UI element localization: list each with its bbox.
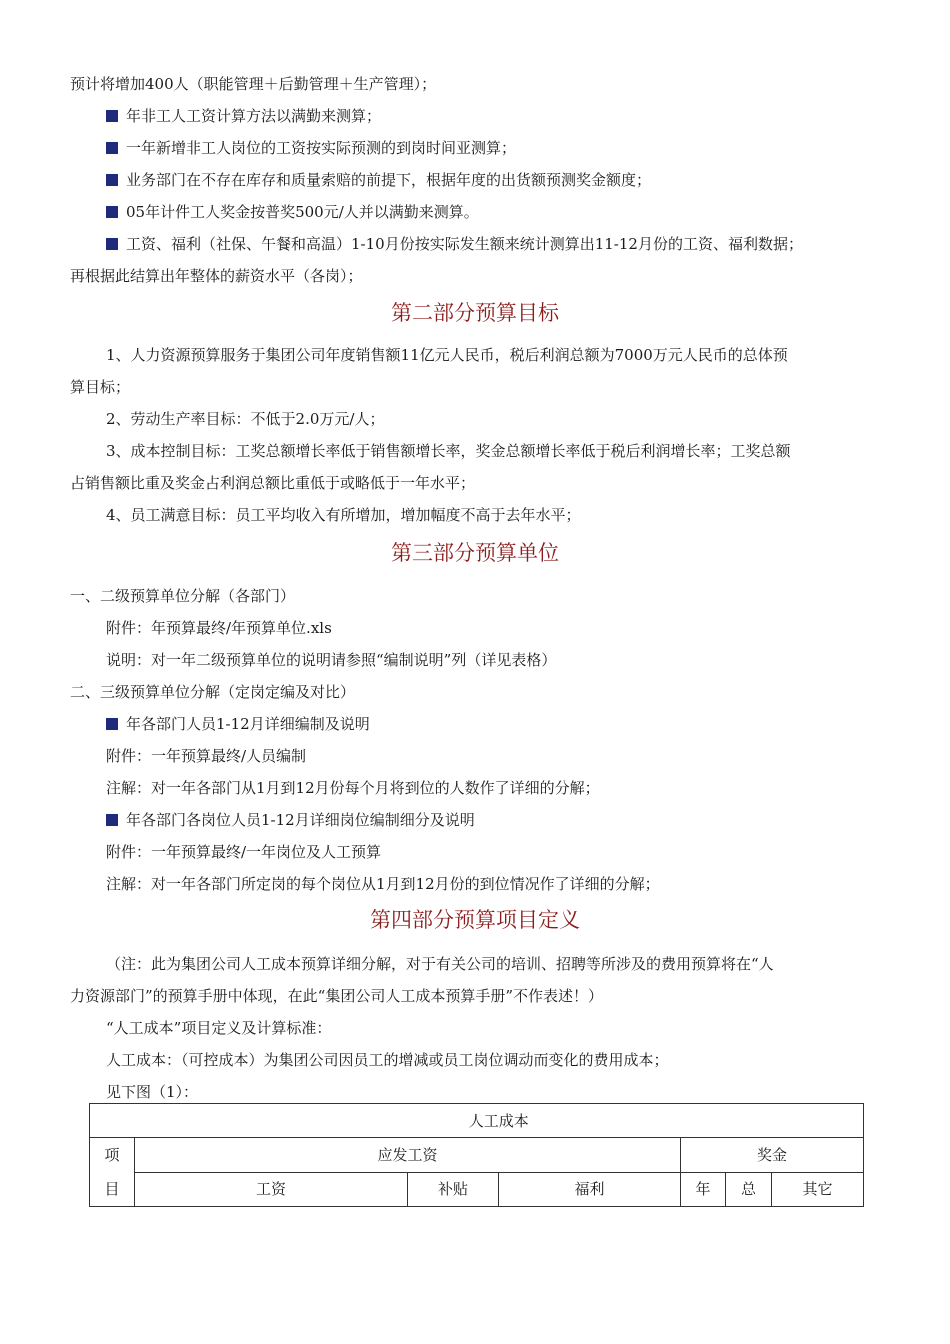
paragraph-cont: 算目标； (70, 378, 131, 396)
paragraph: 2、劳动生产率目标：不低于2.0万元/人； (106, 410, 385, 428)
table-header-allowance: 补贴 (408, 1172, 499, 1207)
list-item-text: 年各部门各岗位人员1-12月详细岗位编制细分及说明 (126, 811, 475, 829)
intro-line-cont: 再根据此结算出年整体的薪资水平（各岗）； (70, 267, 363, 285)
table-header-total: 总 (726, 1172, 772, 1207)
table-header-item (90, 1138, 135, 1207)
item-char-1: 项 (104, 1146, 120, 1164)
figure-reference: 见下图（1）： (106, 1083, 199, 1101)
square-bullet-icon (106, 718, 118, 730)
square-bullet-icon (106, 174, 118, 186)
list-item-text: 年各部门人员1-12月详细编制及说明 (126, 715, 370, 733)
table-header-welfare: 福利 (499, 1172, 681, 1207)
note-paragraph: （注：此为集团公司人工成本预算详细分解，对于有关公司的培训、招聘等所涉及的费用预算将在“人 (106, 955, 774, 973)
list-item (106, 170, 651, 190)
note-line: 注解：对一年各部门从1月到12月份每个月将到位的人数作了详细的分解； (106, 779, 600, 797)
table-cell-empty (90, 1104, 135, 1138)
paragraph-cont: 占销售额比重及奖金占利润总额比重低于或略低于一年水平； (70, 474, 476, 492)
note-line: 注解：对一年各部门所定岗的每个岗位从1月到12月份的到位情况作了详细的分解； (106, 875, 660, 893)
attachment-line: 附件：一年预算最终/一年岗位及人工预算 (106, 843, 382, 861)
paragraph: 3、成本控制目标：工奖总额增长率低于销售额增长率，奖金总额增长率低于税后利润增长率；工奖总额 (106, 442, 791, 460)
list-item (106, 810, 475, 830)
table-header-other: 其它 (772, 1172, 864, 1207)
labor-cost-table (89, 1103, 864, 1207)
list-item-text: 工资、福利（社保、午餐和高温）1-10月份按实际发生额来统计测算出11-12月份的工资、福利数据； (126, 235, 803, 253)
square-bullet-icon (106, 814, 118, 826)
list-item-text: 一年新增非工人岗位的工资按实际预测的到岗时间亚测算； (126, 139, 517, 157)
list-item (106, 234, 803, 254)
paragraph: 1、人力资源预算服务于集团公司年度销售额11亿元人民币，税后利润总额为7000万元人民币的总体预 (106, 346, 788, 364)
list-item (106, 138, 516, 158)
intro-line-1: 预计将增加400人（职能管理＋后勤管理＋生产管理）； (70, 75, 437, 93)
table-header-bonus: 奖金 (681, 1138, 864, 1173)
note-line: 说明：对一年二级预算单位的说明请参照“编制说明”列（详见表格） (106, 651, 557, 669)
list-item (106, 714, 370, 734)
table-header-year: 年 (681, 1172, 726, 1207)
square-bullet-icon (106, 238, 118, 250)
list-item (106, 106, 381, 126)
list-item (106, 202, 479, 222)
section-heading-part3: 第三部分预算单位 (391, 541, 559, 565)
square-bullet-icon (106, 142, 118, 154)
square-bullet-icon (106, 206, 118, 218)
table-header-wage: 工资 (135, 1172, 408, 1207)
attachment-line: 附件：一年预算最终/人员编制 (106, 747, 307, 765)
subsection-title: 二、三级预算单位分解（定岗定编及对比） (70, 683, 356, 701)
list-item-text: 05年计件工人奖金按普奖500元/人并以满勤来测算。 (126, 203, 479, 221)
square-bullet-icon (106, 110, 118, 122)
paragraph: 4、员工满意目标：员工平均收入有所增加，增加幅度不高于去年水平； (106, 506, 581, 524)
section-heading-part2: 第二部分预算目标 (391, 301, 559, 325)
definition-title: “人工成本”项目定义及计算标准： (106, 1019, 332, 1037)
table-header-payable-wage: 应发工资 (135, 1138, 681, 1173)
list-item-text: 年非工人工资计算方法以满勤来测算； (126, 107, 382, 125)
table-header-labor-cost: 人工成本 (135, 1104, 864, 1138)
definition-text: 人工成本：（可控成本）为集团公司因员工的增减或员工岗位调动而变化的费用成本； (106, 1051, 669, 1069)
list-item-text: 业务部门在不存在库存和质量索赔的前提下，根据年度的出货额预测奖金额度； (126, 171, 652, 189)
item-char-2: 目 (104, 1180, 120, 1198)
section-heading-part4: 第四部分预算项目定义 (370, 908, 580, 932)
subsection-title: 一、二级预算单位分解（各部门） (70, 587, 296, 605)
attachment-line: 附件：年预算最终/年预算单位.xls (106, 619, 332, 637)
note-paragraph-cont: 力资源部门”的预算手册中体现，在此“集团公司人工成本预算手册”不作表述！） (70, 987, 604, 1005)
